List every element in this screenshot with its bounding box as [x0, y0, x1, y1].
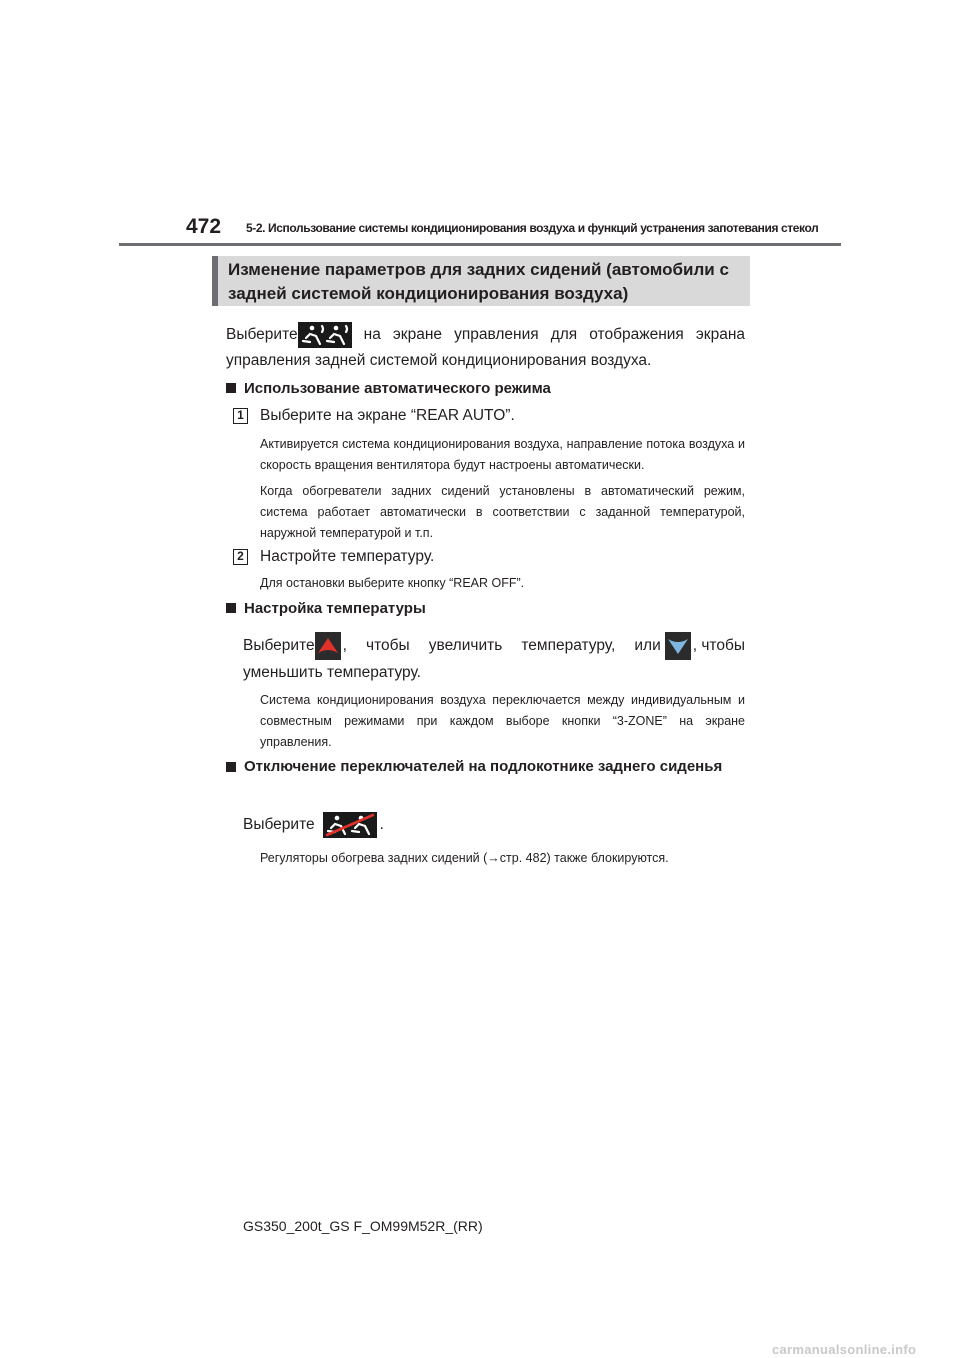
watermark: carmanualsonline.info	[772, 1342, 917, 1357]
document-code: GS350_200t_GS F_OM99M52R_(RR)	[243, 1218, 483, 1234]
rear-seats-climate-icon	[298, 322, 352, 348]
step-2-text: Настройте температуру.	[260, 548, 435, 565]
temperature-heading-text: Настройка температуры	[244, 600, 426, 617]
temperature-heading	[226, 598, 426, 620]
intro-line-2: управления задней системой кондиционирования воздуха.	[226, 352, 652, 369]
temperature-end-text: , чтобы	[692, 637, 745, 654]
temperature-down-icon	[665, 632, 691, 660]
temperature-mid-text: , чтобы увеличить температуру, или	[342, 637, 661, 654]
step-number-1: 1	[233, 408, 248, 424]
armrest-period: .	[379, 816, 384, 833]
auto-note-1: Активируется система кондиционирования воздуха, направление потока воздуха и скорость вращения вентилятора будут настроены автоматически.	[260, 437, 745, 472]
intro-line-1	[226, 322, 745, 348]
square-bullet-icon	[226, 383, 236, 393]
armrest-select-line	[243, 812, 384, 838]
temperature-paragraph	[243, 632, 745, 686]
auto-mode-heading	[226, 378, 551, 400]
auto-note-3: Для остановки выберите кнопку “REAR OFF”.	[260, 576, 525, 590]
rear-seats-lock-icon	[323, 812, 377, 838]
section-title-box	[212, 256, 750, 306]
armrest-heading	[226, 756, 745, 778]
temperature-line-2: уменьшить температуру.	[243, 664, 421, 681]
intro-after-icon: на экране управления для отображения экрана	[363, 326, 745, 343]
header-rule	[119, 243, 841, 246]
square-bullet-icon	[226, 603, 236, 613]
auto-mode-heading-text: Использование автоматического режима	[244, 380, 551, 397]
square-bullet-icon	[226, 762, 236, 772]
step-number-2: 2	[233, 549, 248, 565]
section-title: Изменение параметров для задних сидений (автомобили с задней системой кондиционирования воздуха)	[228, 260, 729, 303]
temperature-line-1	[243, 632, 745, 660]
armrest-heading-text: Отключение переключателей на подлокотнике заднего сиденья	[244, 758, 723, 775]
intro-select-word: Выберите	[226, 326, 298, 343]
temperature-up-icon	[315, 632, 341, 660]
temperature-note: Система кондиционирования воздуха переключается между индивидуальным и совместным режимами при каждом выборе кнопки “3-ZONE” на экране управления.	[260, 693, 745, 749]
temperature-select-word: Выберите	[243, 637, 315, 654]
intro-paragraph	[226, 322, 745, 374]
armrest-note: Регуляторы обогрева задних сидений (→стр. 482) также блокируются.	[260, 851, 669, 865]
armrest-select-word: Выберите	[243, 816, 315, 833]
auto-note-2: Когда обогреватели задних сидений установлены в автоматический режим, система работает автоматически в соответствии с заданной температурой, наружной температурой и т.п.	[260, 484, 745, 540]
page-number: 472	[186, 215, 222, 238]
running-title: 5-2. Использование системы кондиционирования воздуха и функций устранения запотевания стекол	[246, 221, 819, 235]
step-1-text: Выберите на экране “REAR AUTO”.	[260, 407, 515, 424]
